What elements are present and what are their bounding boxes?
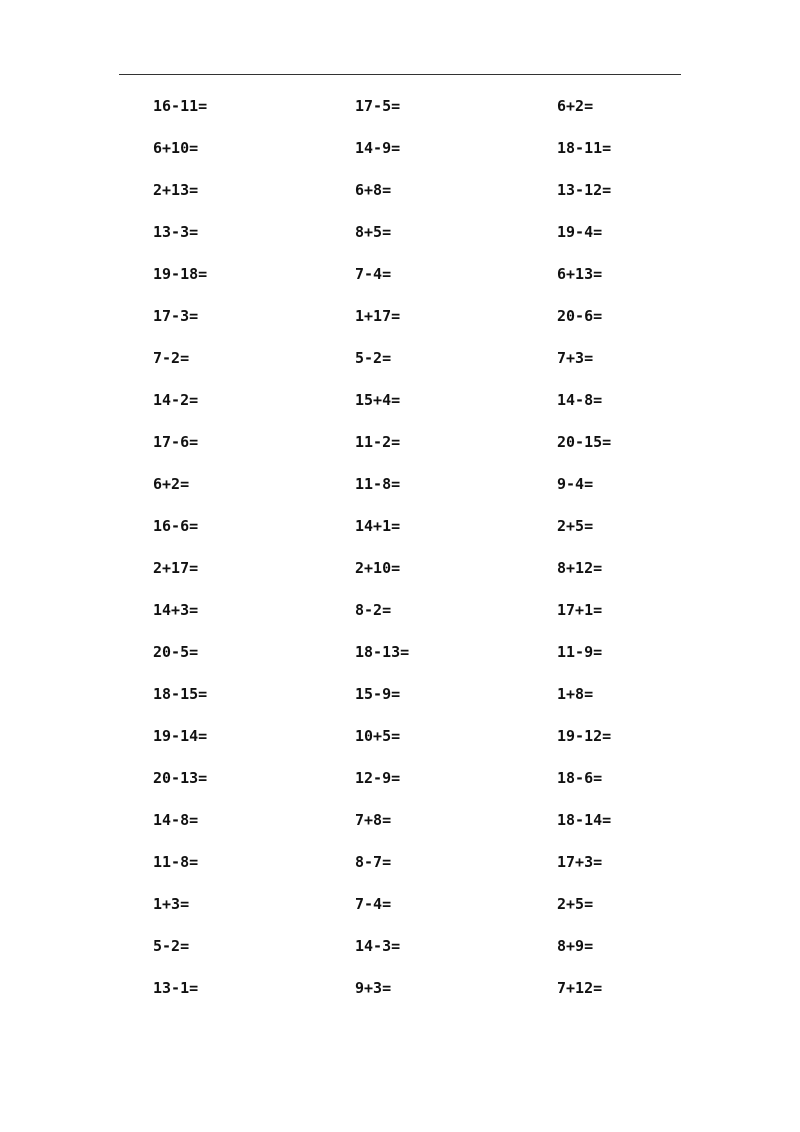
math-problem: 14+1=	[355, 517, 401, 535]
math-problem: 8+9=	[557, 937, 594, 955]
math-problem: 8+5=	[355, 223, 392, 241]
math-problem: 20-5=	[153, 643, 199, 661]
math-problem: 16-11=	[153, 97, 208, 115]
math-problem: 15+4=	[355, 391, 401, 409]
math-problem: 5-2=	[355, 349, 392, 367]
math-problem: 18-14=	[557, 811, 612, 829]
math-problem: 2+13=	[153, 181, 199, 199]
math-problem: 9+3=	[355, 979, 392, 997]
math-problem: 5-2=	[153, 937, 190, 955]
math-problem: 7+8=	[355, 811, 392, 829]
math-problem: 1+3=	[153, 895, 190, 913]
math-problem: 13-3=	[153, 223, 199, 241]
math-problem: 6+13=	[557, 265, 603, 283]
math-problem: 16-6=	[153, 517, 199, 535]
math-problem: 7+3=	[557, 349, 594, 367]
math-problem: 14-9=	[355, 139, 401, 157]
math-problem: 2+5=	[557, 517, 594, 535]
math-problem: 18-11=	[557, 139, 612, 157]
math-problem: 10+5=	[355, 727, 401, 745]
math-problem: 6+2=	[557, 97, 594, 115]
math-problem: 8-7=	[355, 853, 392, 871]
math-problem: 14+3=	[153, 601, 199, 619]
math-problem: 2+5=	[557, 895, 594, 913]
math-problem: 8-2=	[355, 601, 392, 619]
math-problem: 17+3=	[557, 853, 603, 871]
math-problem: 8+12=	[557, 559, 603, 577]
math-problem: 2+10=	[355, 559, 401, 577]
math-problem: 19-14=	[153, 727, 208, 745]
math-problem: 17+1=	[557, 601, 603, 619]
math-problem: 2+17=	[153, 559, 199, 577]
math-problem: 18-6=	[557, 769, 603, 787]
math-problem: 15-9=	[355, 685, 401, 703]
math-problem: 20-15=	[557, 433, 612, 451]
math-problem: 7+12=	[557, 979, 603, 997]
math-problem: 11-8=	[355, 475, 401, 493]
math-problem: 9-4=	[557, 475, 594, 493]
math-problem: 11-9=	[557, 643, 603, 661]
math-problem: 13-12=	[557, 181, 612, 199]
math-problem: 17-6=	[153, 433, 199, 451]
math-problem: 20-13=	[153, 769, 208, 787]
math-problem: 20-6=	[557, 307, 603, 325]
math-problem: 17-3=	[153, 307, 199, 325]
math-problem: 11-2=	[355, 433, 401, 451]
math-problem: 18-13=	[355, 643, 410, 661]
math-problem: 18-15=	[153, 685, 208, 703]
math-problem: 19-4=	[557, 223, 603, 241]
math-problem: 14-2=	[153, 391, 199, 409]
math-problem: 6+2=	[153, 475, 190, 493]
math-problem: 7-2=	[153, 349, 190, 367]
math-problem: 12-9=	[355, 769, 401, 787]
math-problem: 14-8=	[153, 811, 199, 829]
math-problem: 14-8=	[557, 391, 603, 409]
math-problem: 6+10=	[153, 139, 199, 157]
math-problem: 1+8=	[557, 685, 594, 703]
math-problem: 11-8=	[153, 853, 199, 871]
math-problem: 1+17=	[355, 307, 401, 325]
math-problem: 7-4=	[355, 265, 392, 283]
math-problem: 19-18=	[153, 265, 208, 283]
math-problem: 7-4=	[355, 895, 392, 913]
math-problem: 17-5=	[355, 97, 401, 115]
math-problem: 6+8=	[355, 181, 392, 199]
math-problem: 13-1=	[153, 979, 199, 997]
math-problem: 19-12=	[557, 727, 612, 745]
math-problem: 14-3=	[355, 937, 401, 955]
